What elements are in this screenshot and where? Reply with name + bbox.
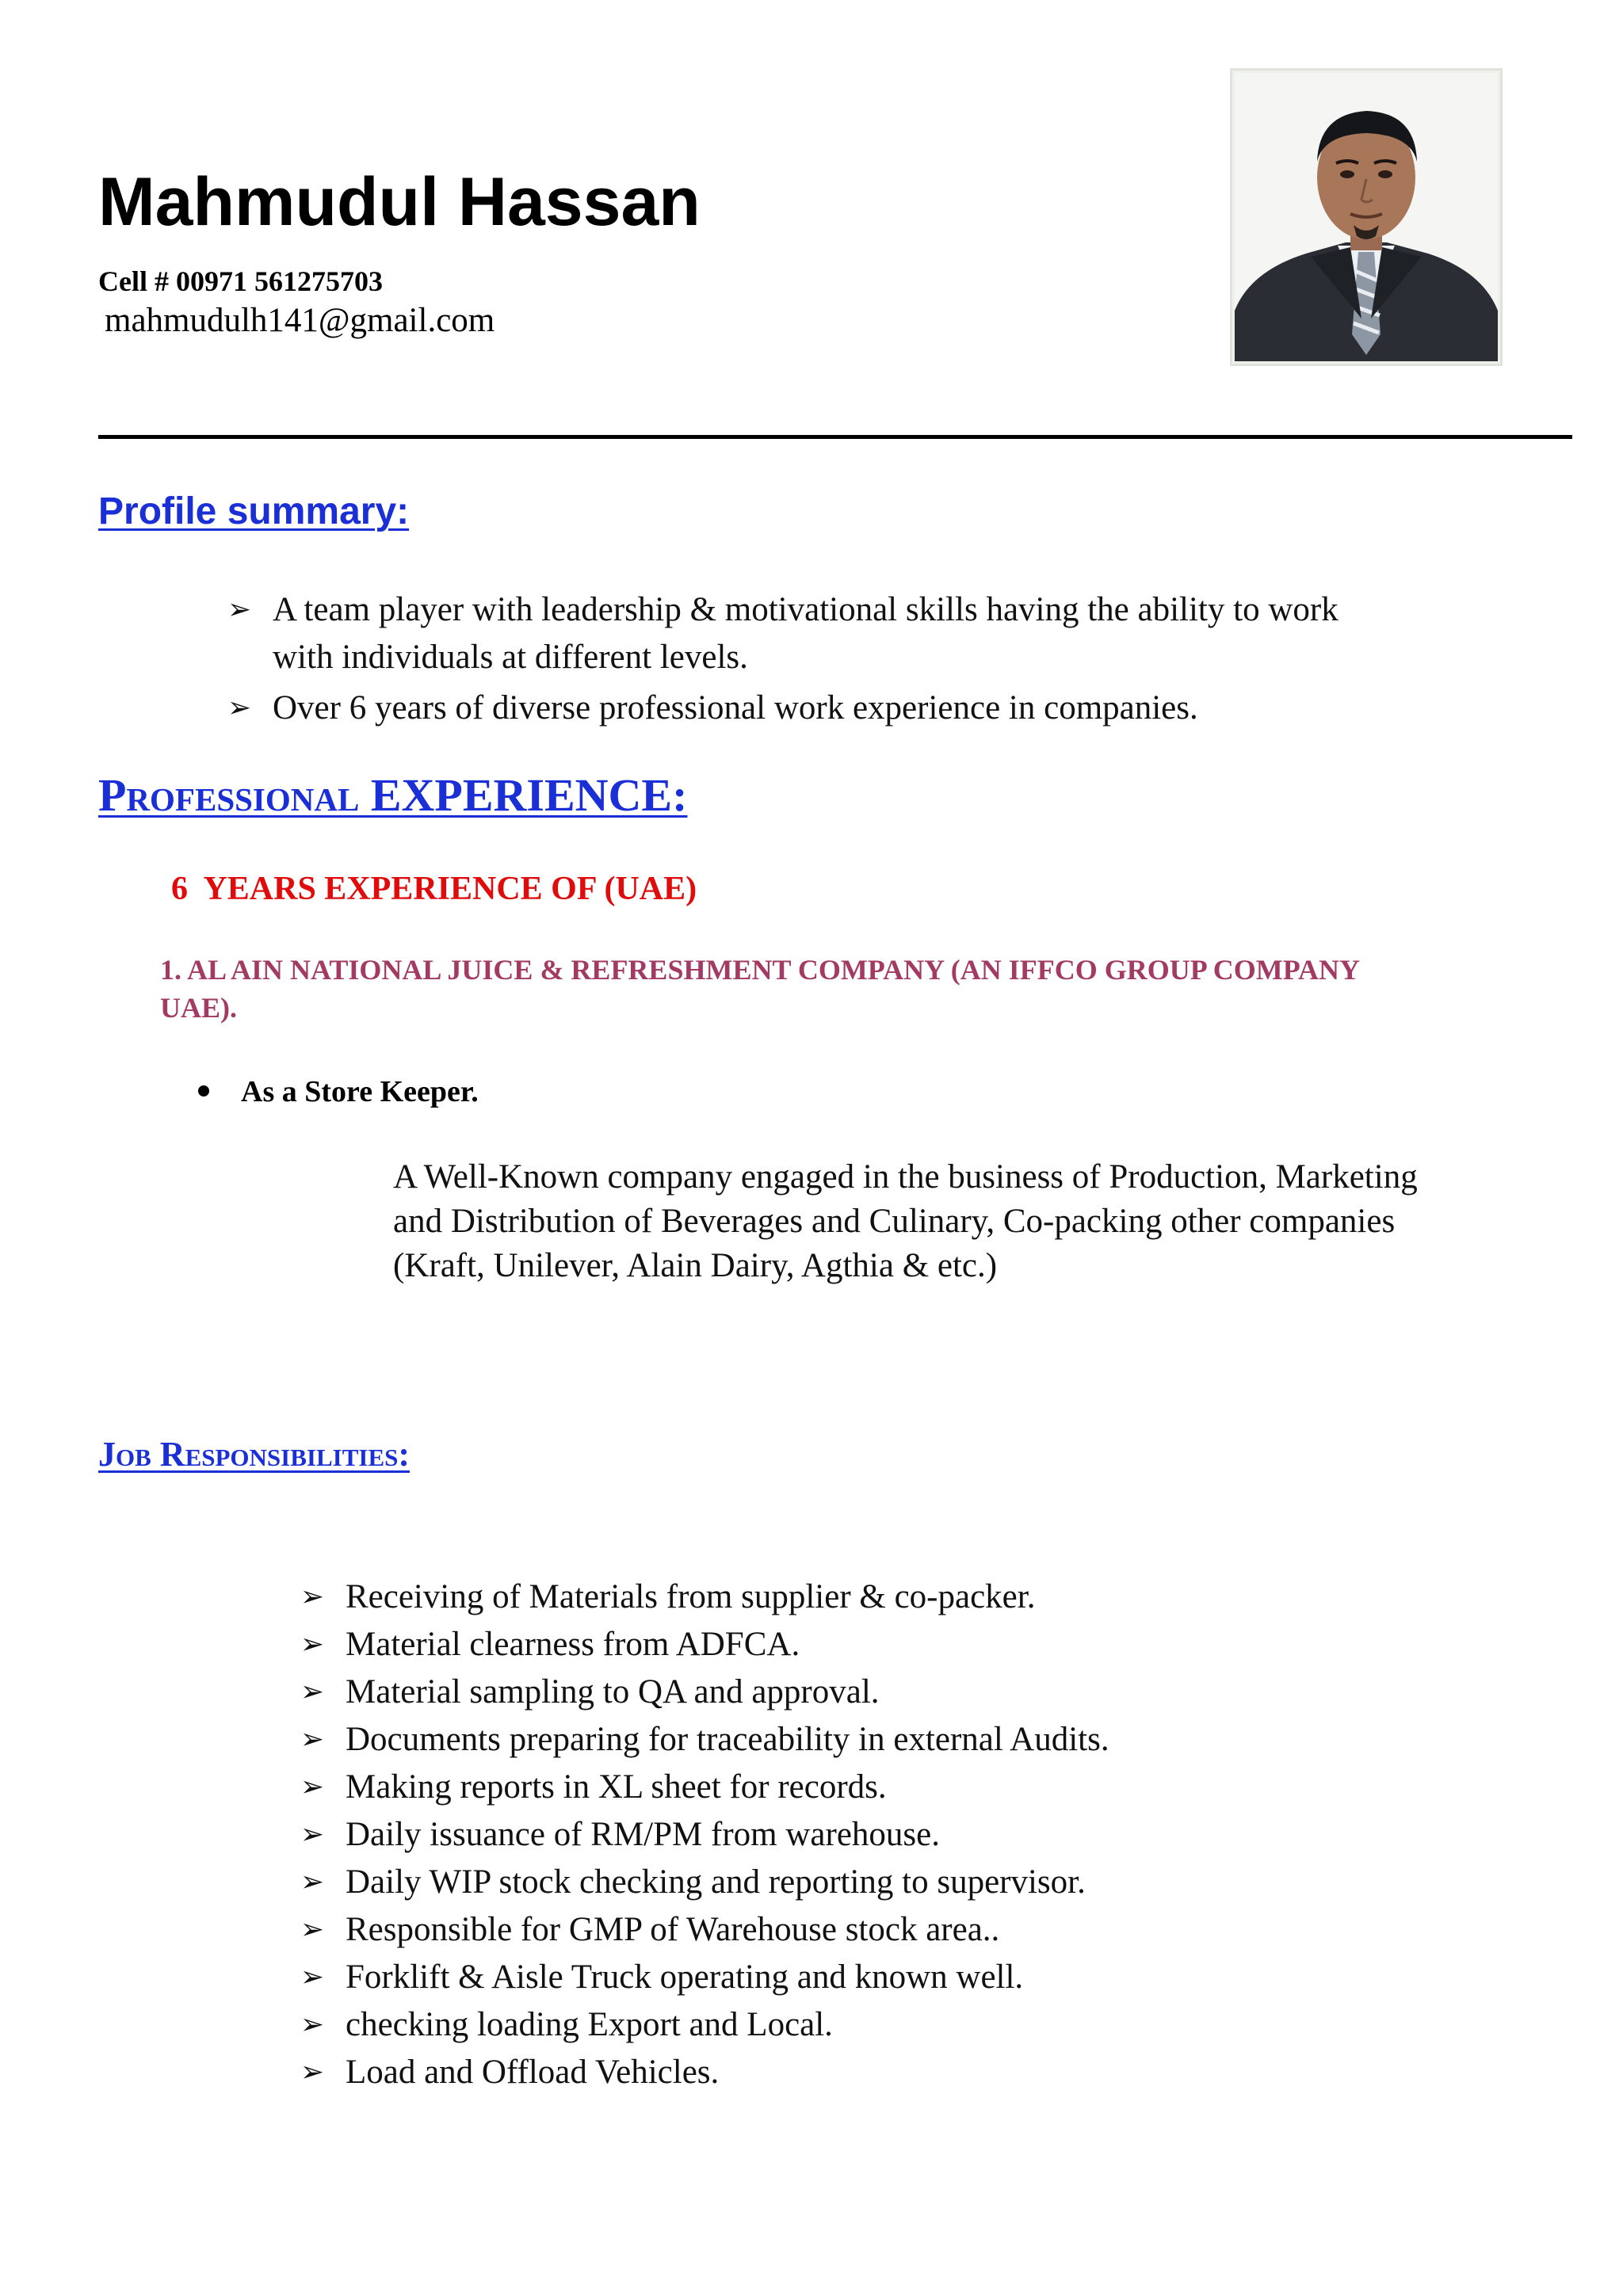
list-item-text: Over 6 years of diverse professional work experience in companies.: [273, 689, 1198, 727]
candidate-name: Mahmudul Hassan: [98, 164, 701, 240]
list-item-text: Load and Offload Vehicles.: [346, 2054, 720, 2091]
portrait-image: [1235, 73, 1498, 361]
arrow-bullet-icon: ➢: [300, 2008, 325, 2041]
cell-number: Cell # 00971 561275703: [98, 265, 383, 297]
header-divider: [98, 435, 1572, 439]
arrow-bullet-icon: ➢: [300, 1913, 325, 1946]
list-item: [296, 1621, 1485, 1669]
list-item-text: Daily issuance of RM/PM from warehouse.: [346, 1816, 940, 1853]
list-item-text: Making reports in XL sheet for records.: [346, 1768, 887, 1806]
arrow-bullet-icon: ➢: [300, 2056, 325, 2088]
list-item: [296, 1811, 1485, 1859]
list-item-text: Documents preparing for traceability in external Audits.: [346, 1721, 1109, 1758]
list-item-text: A team player with leadership & motivational skills having the ability to work with individuals at different levels.: [273, 591, 1338, 676]
profile-summary-heading: Profile summary:: [98, 490, 410, 532]
email-address: mahmudulh141@gmail.com: [105, 302, 495, 339]
list-item: [296, 2001, 1485, 2049]
arrow-bullet-icon: ➢: [300, 1676, 325, 1708]
company-name: 1. AL AIN NATIONAL JUICE & REFRESHMENT COMPANY (AN IFFCO GROUP COMPANY UAE).: [160, 954, 1359, 1024]
list-item: [296, 1573, 1485, 1621]
list-item-text: Material sampling to QA and approval.: [346, 1673, 880, 1711]
arrow-bullet-icon: ➢: [300, 1581, 325, 1613]
list-item-text: Forklift & Aisle Truck operating and known well.: [346, 1958, 1024, 1996]
list-item-text: Responsible for GMP of Warehouse stock area..: [346, 1911, 1000, 1948]
list-item: [296, 1954, 1485, 2001]
list-item: [296, 1859, 1485, 1906]
job-responsibilities-heading: Job Responsibilities:: [98, 1435, 411, 1474]
arrow-bullet-icon: ➢: [300, 1628, 325, 1661]
professional-experience-heading: Professional EXPERIENCE:: [98, 769, 688, 821]
list-item-text: checking loading Export and Local.: [346, 2006, 833, 2043]
list-item: [296, 1764, 1485, 1811]
list-item: [296, 1716, 1485, 1764]
list-item-text: Daily WIP stock checking and reporting to supervisor.: [346, 1863, 1086, 1901]
arrow-bullet-icon: ➢: [300, 1723, 325, 1756]
job-responsibilities-list: [296, 1573, 1485, 2096]
arrow-bullet-icon: ➢: [227, 692, 252, 724]
list-item: [296, 2049, 1485, 2096]
list-item: [296, 1906, 1485, 1954]
list-item: [223, 586, 1381, 681]
arrow-bullet-icon: ➢: [300, 1771, 325, 1803]
profile-summary-list: [223, 586, 1381, 735]
company-description: A Well-Known company engaged in the business of Production, Marketing and Distribution of Beverages and Culinary, Co-packing other companies (Kraft, Unilever, Alain Dairy, Agthia & etc.): [393, 1158, 1418, 1284]
role-title: As a Store Keeper.: [241, 1075, 479, 1108]
arrow-bullet-icon: ➢: [300, 1961, 325, 1993]
list-item: [223, 685, 1381, 732]
list-item: [296, 1669, 1485, 1716]
role-item: [198, 1074, 479, 1109]
arrow-bullet-icon: ➢: [300, 1818, 325, 1851]
arrow-bullet-icon: ➢: [227, 593, 252, 626]
dot-bullet-icon: [198, 1085, 209, 1097]
arrow-bullet-icon: ➢: [300, 1866, 325, 1898]
profile-photo: [1230, 68, 1503, 366]
years-experience: 6 YEARS EXPERIENCE OF (UAE): [171, 871, 697, 907]
list-item-text: Material clearness from ADFCA.: [346, 1626, 800, 1663]
list-item-text: Receiving of Materials from supplier & co-packer.: [346, 1578, 1036, 1615]
